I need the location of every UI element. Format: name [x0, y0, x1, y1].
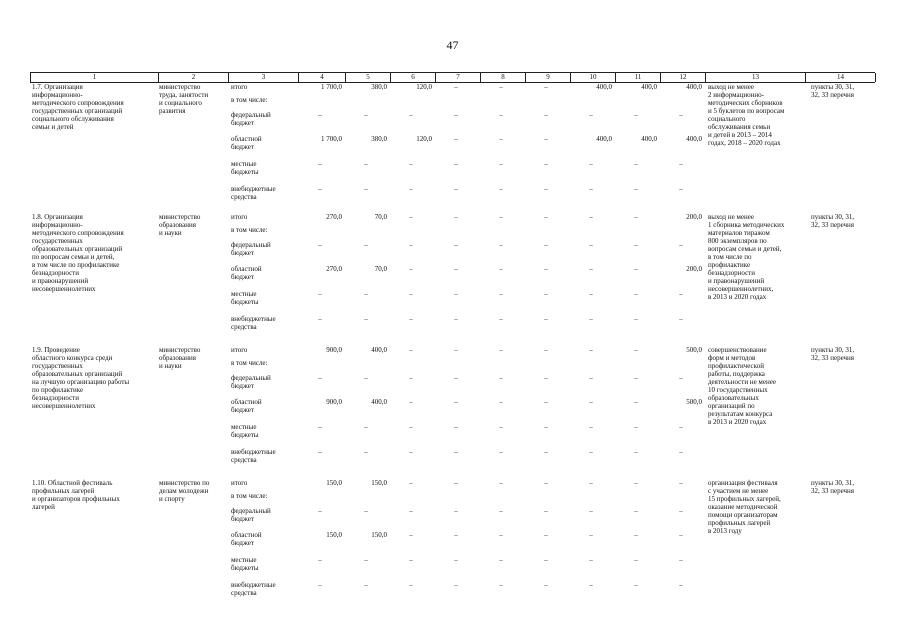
- value-cell: –: [499, 111, 503, 119]
- expected-result: организация фестиваля с участием не менее 15 профильных лагерей, оказание методической помощи организаторам профильных лагерей в 2013 году: [708, 479, 781, 535]
- value-cell: –: [318, 290, 322, 298]
- column-header-1: 1: [30, 73, 158, 82]
- value-cell: –: [454, 83, 458, 91]
- value-cell: –: [544, 531, 548, 539]
- value-cell: –: [544, 135, 548, 143]
- value-cell: –: [544, 479, 548, 487]
- value-cell: 400,0: [371, 398, 387, 406]
- value-cell: –: [589, 185, 593, 193]
- value-cell: –: [634, 265, 638, 273]
- value-cell: 120,0: [416, 83, 432, 91]
- value-cell: –: [454, 160, 458, 168]
- activity-name: 1.7. Организация информационно- методического сопровождения государственных организаций социального обслуживания семьи и детей: [32, 83, 124, 131]
- value-cell: –: [364, 185, 368, 193]
- value-cell: –: [589, 423, 593, 431]
- value-cell: 380,0: [371, 83, 387, 91]
- value-cell: –: [589, 315, 593, 323]
- value-cell: –: [318, 241, 322, 249]
- value-cell: –: [634, 213, 638, 221]
- value-cell: –: [634, 374, 638, 382]
- value-cell: –: [544, 556, 548, 564]
- value-cell: –: [634, 423, 638, 431]
- value-cell: –: [544, 111, 548, 119]
- value-cell: –: [679, 479, 683, 487]
- value-cell: –: [499, 531, 503, 539]
- value-cell: –: [318, 160, 322, 168]
- value-cell: –: [409, 185, 413, 193]
- funding-source-label: федеральный бюджет: [231, 111, 271, 127]
- value-cell: –: [544, 83, 548, 91]
- value-cell: –: [544, 423, 548, 431]
- value-cell: –: [454, 265, 458, 273]
- funding-source-label: итого: [231, 346, 248, 354]
- value-cell: –: [589, 213, 593, 221]
- value-cell: –: [454, 531, 458, 539]
- funding-source-label: итого: [231, 213, 248, 221]
- value-cell: –: [499, 556, 503, 564]
- value-cell: –: [544, 374, 548, 382]
- value-cell: –: [454, 556, 458, 564]
- column-header-12: 12: [660, 73, 705, 82]
- value-cell: –: [409, 531, 413, 539]
- value-cell: –: [364, 448, 368, 456]
- value-cell: –: [409, 374, 413, 382]
- activity-name: 1.8. Организация информационно- методического сопровождения государственных образовательных организаций по вопросам семьи и детей, в том числе по профилактике безнадзорности и правонарушений несовершеннолетних: [32, 213, 124, 293]
- value-cell: 1 700,0: [321, 83, 342, 91]
- value-cell: –: [364, 315, 368, 323]
- value-cell: –: [589, 479, 593, 487]
- value-cell: –: [318, 374, 322, 382]
- value-cell: –: [544, 315, 548, 323]
- value-cell: –: [499, 581, 503, 589]
- column-header-11: 11: [615, 73, 660, 82]
- value-cell: –: [634, 346, 638, 354]
- value-cell: 200,0: [686, 265, 702, 273]
- value-cell: –: [544, 185, 548, 193]
- funding-source-label: областной бюджет: [231, 531, 262, 547]
- value-cell: –: [544, 346, 548, 354]
- value-cell: –: [454, 135, 458, 143]
- expected-result: выход не менее 2 информационно- методических сборников и 5 буклетов по вопросам социального обслуживания семьи и детей в 2013 – 2014 годах, 2018 – 2020 годах: [708, 83, 785, 147]
- value-cell: –: [409, 346, 413, 354]
- value-cell: –: [454, 290, 458, 298]
- funding-source-label: областной бюджет: [231, 265, 262, 281]
- value-cell: –: [409, 265, 413, 273]
- value-cell: –: [499, 423, 503, 431]
- column-header-8: 8: [480, 73, 525, 82]
- value-cell: 500,0: [686, 398, 702, 406]
- value-cell: –: [454, 315, 458, 323]
- value-cell: –: [409, 315, 413, 323]
- value-cell: –: [589, 160, 593, 168]
- value-cell: –: [499, 374, 503, 382]
- column-header-6: 6: [390, 73, 435, 82]
- value-cell: –: [409, 160, 413, 168]
- value-cell: –: [364, 423, 368, 431]
- value-cell: –: [634, 241, 638, 249]
- value-cell: –: [318, 185, 322, 193]
- value-cell: –: [409, 398, 413, 406]
- funding-source-label: в том числе:: [231, 359, 268, 367]
- value-cell: 120,0: [416, 135, 432, 143]
- value-cell: –: [409, 448, 413, 456]
- value-cell: 150,0: [371, 479, 387, 487]
- value-cell: –: [454, 448, 458, 456]
- value-cell: 270,0: [326, 265, 342, 273]
- value-cell: –: [409, 507, 413, 515]
- value-cell: –: [679, 315, 683, 323]
- column-header-3: 3: [228, 73, 298, 82]
- value-cell: 400,0: [596, 83, 612, 91]
- value-cell: 150,0: [371, 531, 387, 539]
- value-cell: –: [499, 398, 503, 406]
- value-cell: –: [499, 265, 503, 273]
- value-cell: –: [499, 346, 503, 354]
- column-header-4: 4: [298, 73, 345, 82]
- value-cell: –: [544, 398, 548, 406]
- value-cell: –: [589, 346, 593, 354]
- activity-name: 1.10. Областной фестиваль профильных лагерей и организаторов профильных лагерей: [32, 479, 120, 511]
- value-cell: 70,0: [374, 265, 387, 273]
- value-cell: –: [318, 507, 322, 515]
- funding-source-label: областной бюджет: [231, 135, 262, 151]
- funding-source-label: в том числе:: [231, 492, 268, 500]
- value-cell: –: [499, 507, 503, 515]
- value-cell: –: [589, 448, 593, 456]
- value-cell: –: [454, 213, 458, 221]
- value-cell: –: [679, 111, 683, 119]
- activity-name: 1.9. Проведение областного конкурса среди государственных образовательных организаций на лучшую организацию работы по профилактике безнадзорности несовершеннолетних: [32, 346, 130, 410]
- value-cell: –: [409, 213, 413, 221]
- funding-source-label: федеральный бюджет: [231, 507, 271, 523]
- page-number: 47: [446, 38, 459, 52]
- value-cell: –: [679, 531, 683, 539]
- value-cell: –: [634, 507, 638, 515]
- value-cell: –: [679, 290, 683, 298]
- value-cell: –: [679, 448, 683, 456]
- value-cell: –: [589, 265, 593, 273]
- reference: пункты 30, 31, 32, 33 перечня: [811, 213, 855, 229]
- value-cell: –: [499, 160, 503, 168]
- value-cell: 400,0: [686, 135, 702, 143]
- value-cell: –: [409, 241, 413, 249]
- funding-source-label: итого: [231, 83, 248, 91]
- value-cell: –: [318, 448, 322, 456]
- value-cell: –: [544, 241, 548, 249]
- value-cell: –: [544, 581, 548, 589]
- value-cell: –: [634, 581, 638, 589]
- value-cell: –: [409, 581, 413, 589]
- value-cell: –: [589, 556, 593, 564]
- value-cell: 1 700,0: [321, 135, 342, 143]
- value-cell: –: [634, 556, 638, 564]
- value-cell: 380,0: [371, 135, 387, 143]
- value-cell: –: [454, 374, 458, 382]
- value-cell: 400,0: [596, 135, 612, 143]
- funding-source-label: областной бюджет: [231, 398, 262, 414]
- value-cell: –: [499, 135, 503, 143]
- value-cell: –: [589, 531, 593, 539]
- value-cell: 200,0: [686, 213, 702, 221]
- value-cell: –: [634, 290, 638, 298]
- funding-source-label: местные бюджеты: [231, 160, 259, 176]
- value-cell: –: [364, 556, 368, 564]
- value-cell: –: [499, 290, 503, 298]
- value-cell: –: [634, 448, 638, 456]
- value-cell: –: [634, 479, 638, 487]
- value-cell: –: [589, 398, 593, 406]
- value-cell: –: [409, 423, 413, 431]
- value-cell: –: [318, 423, 322, 431]
- value-cell: –: [454, 423, 458, 431]
- column-header-2: 2: [158, 73, 228, 82]
- value-cell: –: [634, 111, 638, 119]
- value-cell: –: [409, 290, 413, 298]
- executor: министерство образования и науки: [159, 213, 201, 237]
- column-header-5: 5: [345, 73, 390, 82]
- value-cell: –: [589, 111, 593, 119]
- value-cell: –: [679, 185, 683, 193]
- value-cell: –: [634, 531, 638, 539]
- value-cell: –: [364, 241, 368, 249]
- value-cell: –: [544, 507, 548, 515]
- value-cell: –: [318, 315, 322, 323]
- executor: министерство труда, занятости и социального развития: [159, 83, 209, 115]
- funding-source-label: внебюджетные средства: [231, 581, 276, 597]
- funding-source-label: в том числе:: [231, 226, 268, 234]
- value-cell: –: [679, 581, 683, 589]
- expected-result: выход не менее 1 сборника методических материалов тиражом 800 экземпляров по вопросам семьи и детей, в том числе по профилактике безнадзорности и правонарушений несовершеннолетних, в 2013 и 2020 годах: [708, 213, 785, 301]
- value-cell: –: [499, 185, 503, 193]
- value-cell: 900,0: [326, 398, 342, 406]
- value-cell: –: [634, 398, 638, 406]
- value-cell: 400,0: [686, 83, 702, 91]
- reference: пункты 30, 31, 32, 33 перечня: [811, 83, 855, 99]
- column-header-10: 10: [570, 73, 615, 82]
- funding-source-label: итого: [231, 479, 248, 487]
- value-cell: –: [364, 160, 368, 168]
- expected-result: совершенствование форм и методов профилактической работы, поддержка деятельности не менее 10 государственных образовательных организаций по результатам конкурса в 2013 и 2020 годах: [708, 346, 776, 426]
- value-cell: –: [634, 185, 638, 193]
- value-cell: –: [364, 290, 368, 298]
- value-cell: –: [544, 213, 548, 221]
- executor: министерство по делам молодежи и спорту: [159, 479, 210, 503]
- table-header-row: [30, 72, 875, 83]
- value-cell: –: [409, 556, 413, 564]
- reference: пункты 30, 31, 32, 33 перечня: [811, 479, 855, 495]
- funding-source-label: внебюджетные средства: [231, 448, 276, 464]
- value-cell: –: [679, 374, 683, 382]
- value-cell: –: [364, 374, 368, 382]
- value-cell: 400,0: [641, 135, 657, 143]
- value-cell: –: [454, 346, 458, 354]
- value-cell: –: [679, 507, 683, 515]
- value-cell: –: [454, 398, 458, 406]
- value-cell: –: [318, 556, 322, 564]
- value-cell: –: [409, 111, 413, 119]
- column-header-7: 7: [435, 73, 480, 82]
- funding-source-label: федеральный бюджет: [231, 241, 271, 257]
- value-cell: –: [679, 556, 683, 564]
- value-cell: 500,0: [686, 346, 702, 354]
- funding-source-label: федеральный бюджет: [231, 374, 271, 390]
- value-cell: –: [454, 111, 458, 119]
- value-cell: –: [544, 160, 548, 168]
- value-cell: –: [544, 448, 548, 456]
- funding-source-label: внебюджетные средства: [231, 315, 276, 331]
- value-cell: –: [364, 507, 368, 515]
- value-cell: 400,0: [641, 83, 657, 91]
- column-header-9: 9: [525, 73, 570, 82]
- executor: министерство образования и науки: [159, 346, 201, 370]
- value-cell: –: [499, 83, 503, 91]
- value-cell: –: [589, 581, 593, 589]
- funding-source-label: местные бюджеты: [231, 290, 259, 306]
- value-cell: –: [318, 581, 322, 589]
- funding-source-label: в том числе:: [231, 96, 268, 104]
- funding-source-label: местные бюджеты: [231, 423, 259, 439]
- value-cell: –: [409, 479, 413, 487]
- column-header-13: 13: [705, 73, 805, 82]
- column-header-14: 14: [805, 73, 876, 82]
- value-cell: –: [544, 265, 548, 273]
- value-cell: –: [454, 581, 458, 589]
- value-cell: –: [589, 507, 593, 515]
- value-cell: –: [318, 111, 322, 119]
- value-cell: –: [589, 241, 593, 249]
- value-cell: 270,0: [326, 213, 342, 221]
- value-cell: –: [499, 448, 503, 456]
- reference: пункты 30, 31, 32, 33 перечня: [811, 346, 855, 362]
- value-cell: 150,0: [326, 479, 342, 487]
- value-cell: –: [679, 160, 683, 168]
- funding-source-label: внебюджетные средства: [231, 185, 276, 201]
- value-cell: 900,0: [326, 346, 342, 354]
- value-cell: –: [454, 241, 458, 249]
- funding-source-label: местные бюджеты: [231, 556, 259, 572]
- value-cell: –: [499, 213, 503, 221]
- value-cell: –: [499, 241, 503, 249]
- value-cell: –: [499, 315, 503, 323]
- value-cell: –: [364, 581, 368, 589]
- value-cell: –: [679, 241, 683, 249]
- value-cell: –: [634, 315, 638, 323]
- value-cell: –: [679, 423, 683, 431]
- value-cell: –: [454, 185, 458, 193]
- value-cell: –: [364, 111, 368, 119]
- value-cell: 400,0: [371, 346, 387, 354]
- value-cell: 70,0: [374, 213, 387, 221]
- value-cell: –: [634, 160, 638, 168]
- value-cell: –: [454, 479, 458, 487]
- value-cell: –: [544, 290, 548, 298]
- value-cell: –: [589, 374, 593, 382]
- value-cell: –: [589, 290, 593, 298]
- value-cell: –: [499, 479, 503, 487]
- value-cell: –: [454, 507, 458, 515]
- value-cell: 150,0: [326, 531, 342, 539]
